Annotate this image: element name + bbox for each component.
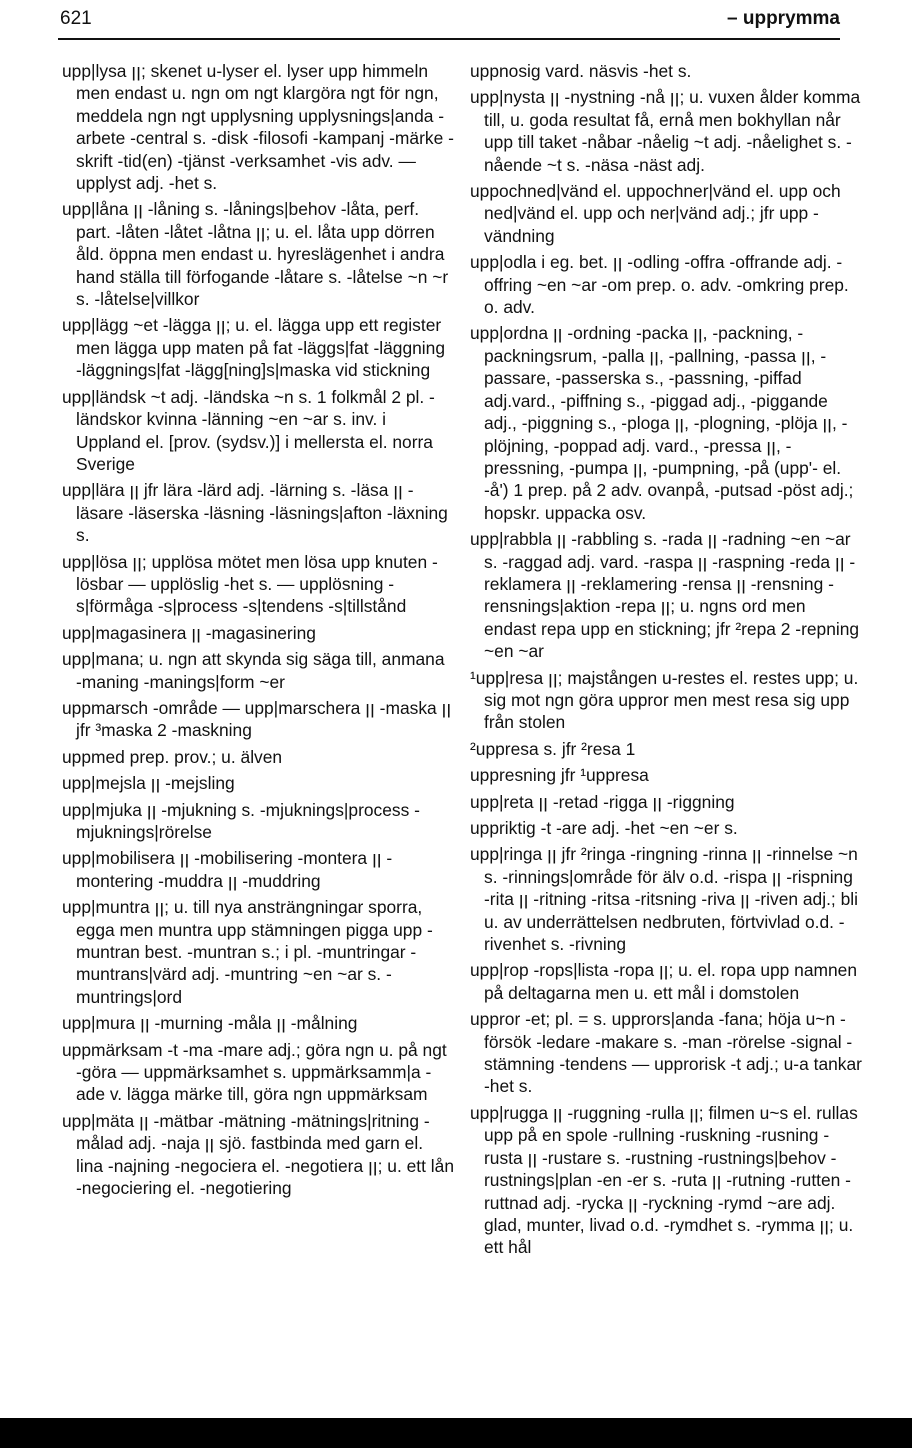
dictionary-entry: upp|nysta ꞁꞁ -nystning -nå ꞁꞁ; u. vuxen ålder komma till, u. goda resultat få, ernå men bokhyllan når upp till taket -nåbar -nåelig ~t adj. -nåelighet s. -nående ~t s. -näsa -näst adj. [470,87,861,175]
dictionary-entry: upp|ländsk ~t adj. -ländska ~n s. 1 folkmål 2 pl. -ländskor kvinna -länning ~en ~ar s. inv. i Uppland el. [prov. (sydsv.)] i mellersta el. norra Sverige [62,386,435,474]
dictionary-entry: upp|mäta ꞁꞁ -mätbar -mätning -mätnings|ritning -målad adj. -naja ꞁꞁ sjö. fastbinda med garn el. lina -najning -negociera el. -negotiera ꞁꞁ; u. ett lån -negociering el. -negotiering [62,1110,454,1199]
dictionary-entry: uppmed prep. prov.; u. älven [62,746,283,767]
dictionary-entry: upp|rop -rops|lista -ropa ꞁꞁ; u. el. ropa upp namnen på deltagarna men u. ett mål i domstolen [470,960,858,1003]
scan-bottom-bar [0,1418,912,1448]
dictionary-entry: uppnosig vard. näsvis -het s. [470,61,692,81]
dictionary-entry: upp|mjuka ꞁꞁ -mjukning s. -mjuknings|process -mjuknings|rörelse [62,799,420,842]
dictionary-entry: upp|lära ꞁꞁ jfr lära -lärd adj. -lärning s. -läsa ꞁꞁ -läsare -läserska -läsning -läsnings|afton -läxning s. [62,480,448,546]
dictionary-entry: upp|lysa ꞁꞁ; skenet u-lyser el. lyser upp himmeln men endast u. ngn om ngt klargöra ngt för ngn, meddela ngn ngt upplysning upplysnings|anda -arbete -central s. -disk -filosofi -kampanj -märke -skrift -tid(en) -tjänst -verksamhet -vis adv. — upplyst adj. -het s. [62,61,454,194]
dictionary-entry: uppochned|vänd el. uppochner|vänd el. upp och ned|vänd el. upp och ner|vänd adj.; jfr upp -vändning [470,181,841,246]
dictionary-entry: upp|odla i eg. bet. ꞁꞁ -odling -offra -offrande adj. -offring ~en ~ar -om prep. o. adv. -omkring prep. o. adv. [470,252,849,318]
dictionary-entry: uppror -et; pl. = s. upprors|anda -fana; höja u~n -försök -ledare -makare s. -man -rörelse -signal -stämning -tendens — upprorisk -t adj.; u-a tankar -het s. [470,1009,862,1097]
left-column [62,60,454,1204]
dictionary-entry: upp|ringa ꞁꞁ jfr ²ringa -ringning -rinna ꞁꞁ -rinnelse ~n s. -rinnings|område för älv o.d. -rispa ꞁꞁ -rispning -rita ꞁꞁ -ritning -ritsa -ritsning -riva ꞁꞁ -riven adj.; bli u. av underrättelsen nedbruten, förtvivlad o.d. -rivenhet s. -rivning [470,844,858,955]
dictionary-entry: upp|muntra ꞁꞁ; u. till nya ansträngningar sporra, egga men muntra upp stämningen pigga upp -muntran best. -muntran s.; i pl. -muntringar -muntrans|värd adj. -muntring ~en ~ar s. -muntrings|ord [62,897,433,1007]
page-number: 621 [60,8,92,29]
dictionary-entry: upp|lägg ~et -lägga ꞁꞁ; u. el. lägga upp ett register men lägga upp maten på fat -läggs|fat -läggning -läggnings|fat -lägg[ning]s|maska vid stickning [62,315,445,381]
dictionary-entry: upp|rugga ꞁꞁ -ruggning -rulla ꞁꞁ; filmen u~s el. rullas upp på en spole -rullning -ruskning -rusning -rusta ꞁꞁ -rustare s. -rustning -rustnings|behov -rustnings|plan -en -er s. -ruta ꞁꞁ -rutning -rutten -ruttnad adj. -rycka ꞁꞁ -ryckning -rymd ~are adj. glad, munter, livad o.d. -rymdhet s. -rymma ꞁꞁ; u. ett hål [470,1102,858,1258]
dictionary-entry: upp|reta ꞁꞁ -retad -rigga ꞁꞁ -riggning [470,791,735,812]
dictionary-entry: upp|låna ꞁꞁ -låning s. -lånings|behov -låta, perf. part. -låten -låtet -låtna ꞁꞁ; u. el. låta upp dörren åld. öppna men endast u. hyreslägenhet i andra hand ställa till förfogande -låtare s. -låtelse ~n ~r s. -låtelse|villkor [62,199,449,310]
dictionary-entry: upp|mana; u. ngn att skynda sig säga till, anmana -maning -manings|form ~er [62,649,445,692]
dictionary-entry: upp|mura ꞁꞁ -murning -måla ꞁꞁ -målning [62,1013,358,1034]
dictionary-entry: upp|rabbla ꞁꞁ -rabbling s. -rada ꞁꞁ -radning ~en ~ar s. -raggad adj. vard. -raspa ꞁꞁ -raspning -reda ꞁꞁ -reklamera ꞁꞁ -reklamering -rensa ꞁꞁ -rensning -rensnings|aktion -repa ꞁꞁ; u. ngns ord men endast repa upp en stickning; jfr ²repa 2 -repning ~en ~ar [470,529,860,662]
right-column [470,60,862,1263]
header-rule [58,38,840,40]
dictionary-entry: upp|mejsla ꞁꞁ -mejsling [62,773,235,794]
dictionary-entry: uppmarsch -område — upp|marschera ꞁꞁ -maska ꞁꞁ jfr ³maska 2 -maskning [62,697,452,741]
dictionary-entry: uppresning jfr ¹uppresa [470,765,649,786]
running-head: – upprymma [727,8,840,29]
dictionary-entry: ²uppresa s. jfr ²resa 1 [470,738,636,759]
dictionary-entry: upp|lösa ꞁꞁ; upplösa mötet men lösa upp knuten -lösbar — upplöslig -het s. — upplösning -s|förmåga -s|process -s|tendens -s|tillstånd [62,551,438,617]
dictionary-entry: upp|magasinera ꞁꞁ -magasinering [62,622,316,643]
dictionary-entry: ¹upp|resa ꞁꞁ; majstången u-restes el. restes upp; u. sig mot ngn göra uppror men mest resa sig upp från stolen [470,667,859,733]
dictionary-entry: uppmärksam -t -ma -mare adj.; göra ngn u. på ngt -göra — uppmärksamhet s. uppmärksamm|a -ade v. lägga märke till, göra ngn uppmärksam [62,1039,447,1105]
dictionary-entry: upp|ordna ꞁꞁ -ordning -packa ꞁꞁ, -packning, -packningsrum, -palla ꞁꞁ, -pallning, -passa ꞁꞁ, -passare, -passerska s., -passning, -piffad adj.vard., -piffning s., -piggad adj., -piggande adj., -piggning s., -ploga ꞁꞁ, -plogning, -plöja ꞁꞁ, -plöjning, -poppad adj. vard., -pressa ꞁꞁ, -pressning, -pumpa ꞁꞁ, -pumpning, -på (upp'- el. -å') 1 prep. på 2 adv. ovanpå, -putsad -pöst adj.; hopskr. uppacka osv. [470,323,854,523]
dictionary-entry: uppriktig -t -are adj. -het ~en ~er s. [470,818,738,838]
dictionary-entry: upp|mobilisera ꞁꞁ -mobilisering -montera ꞁꞁ -montering -muddra ꞁꞁ -muddring [62,848,393,891]
